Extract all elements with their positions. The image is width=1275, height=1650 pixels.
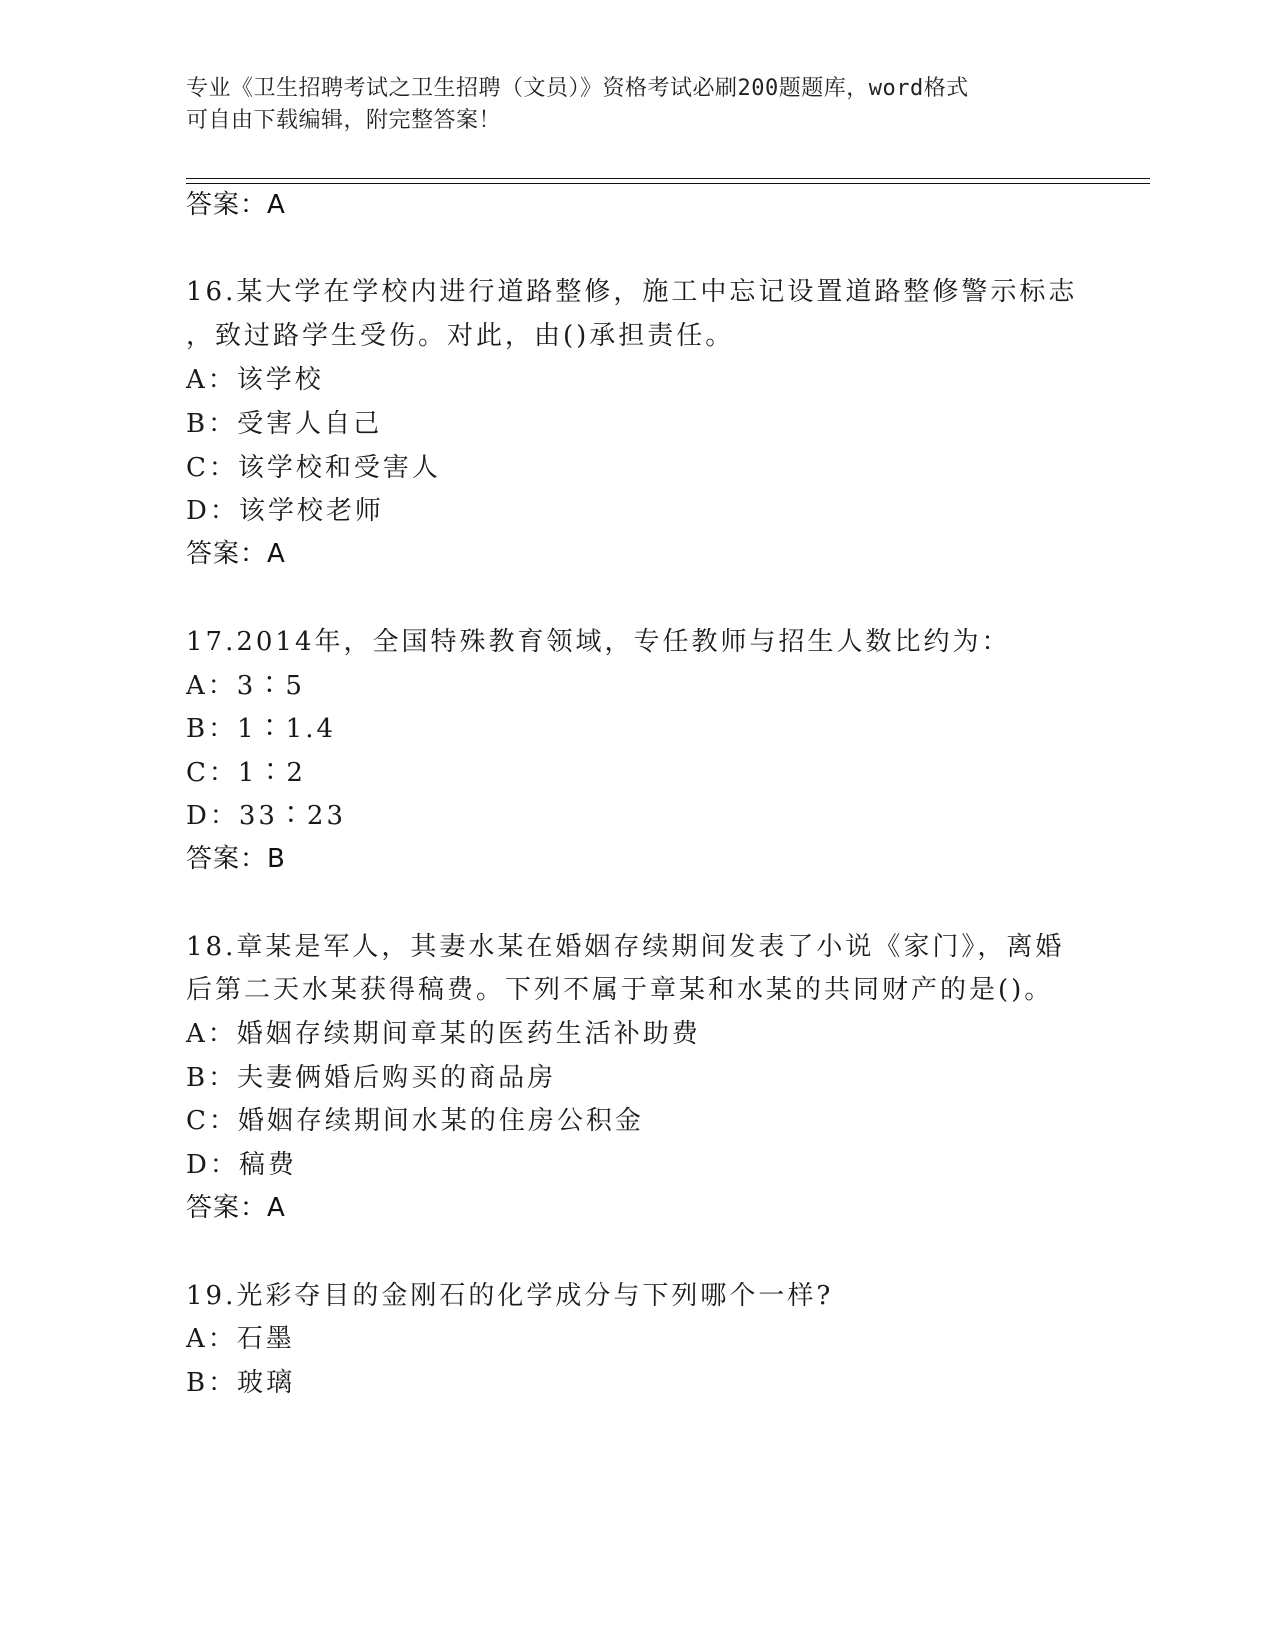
question-16-option-c: C：该学校和受害人 [186, 453, 441, 483]
question-17-option-a: A：3∶5 [186, 671, 305, 701]
question-18-option-d: D：稿费 [186, 1150, 297, 1180]
question-17-option-d: D：33∶23 [186, 801, 347, 831]
question-17-stem-line-1: 17.2014年，全国特殊教育领域，专任教师与招生人数比约为： [186, 627, 1011, 657]
question-19-stem-line-1: 19.光彩夺目的金刚石的化学成分与下列哪个一样? [186, 1281, 834, 1311]
header-divider-top [186, 178, 1150, 179]
answer-17: 答案：B [186, 844, 286, 874]
question-16-stem-line-1: 16.某大学在学校内进行道路整修，施工中忘记设置道路整修警示标志 [186, 277, 1078, 307]
question-18-option-b: B：夫妻俩婚后购买的商品房 [186, 1063, 557, 1093]
question-16-option-d: D：该学校老师 [186, 496, 384, 526]
answer-16: 答案：A [186, 539, 286, 569]
question-19-option-a: A：石墨 [186, 1324, 295, 1354]
question-18-stem-line-2: 后第二天水某获得稿费。下列不属于章某和水某的共同财产的是()。 [186, 975, 1054, 1005]
question-16-option-b: B：受害人自己 [186, 409, 383, 439]
question-18-option-a: A：婚姻存续期间章某的医药生活补助费 [186, 1019, 701, 1049]
question-18-stem-line-1: 18.章某是军人，其妻水某在婚姻存续期间发表了小说《家门》，离婚 [186, 932, 1065, 962]
question-16-option-a: A：该学校 [186, 365, 324, 395]
question-17-option-c: C：1∶2 [186, 758, 306, 788]
question-18-option-c: C：婚姻存续期间水某的住房公积金 [186, 1106, 644, 1136]
answer-18: 答案：A [186, 1193, 286, 1223]
document-header [186, 73, 1086, 137]
question-16-stem-line-2: ，致过路学生受伤。对此，由()承担责任。 [186, 321, 735, 351]
answer-15: 答案：A [186, 190, 286, 220]
header-line-1: 专业《卫生招聘考试之卫生招聘（文员）》资格考试必刷200题题库，word格式 [186, 76, 969, 101]
header-line-2: 可自由下载编辑，附完整答案！ [186, 108, 502, 133]
question-17-option-b: B：1∶1.4 [186, 714, 336, 744]
header-divider-bottom [186, 183, 1150, 184]
question-19-option-b: B：玻璃 [186, 1368, 296, 1398]
